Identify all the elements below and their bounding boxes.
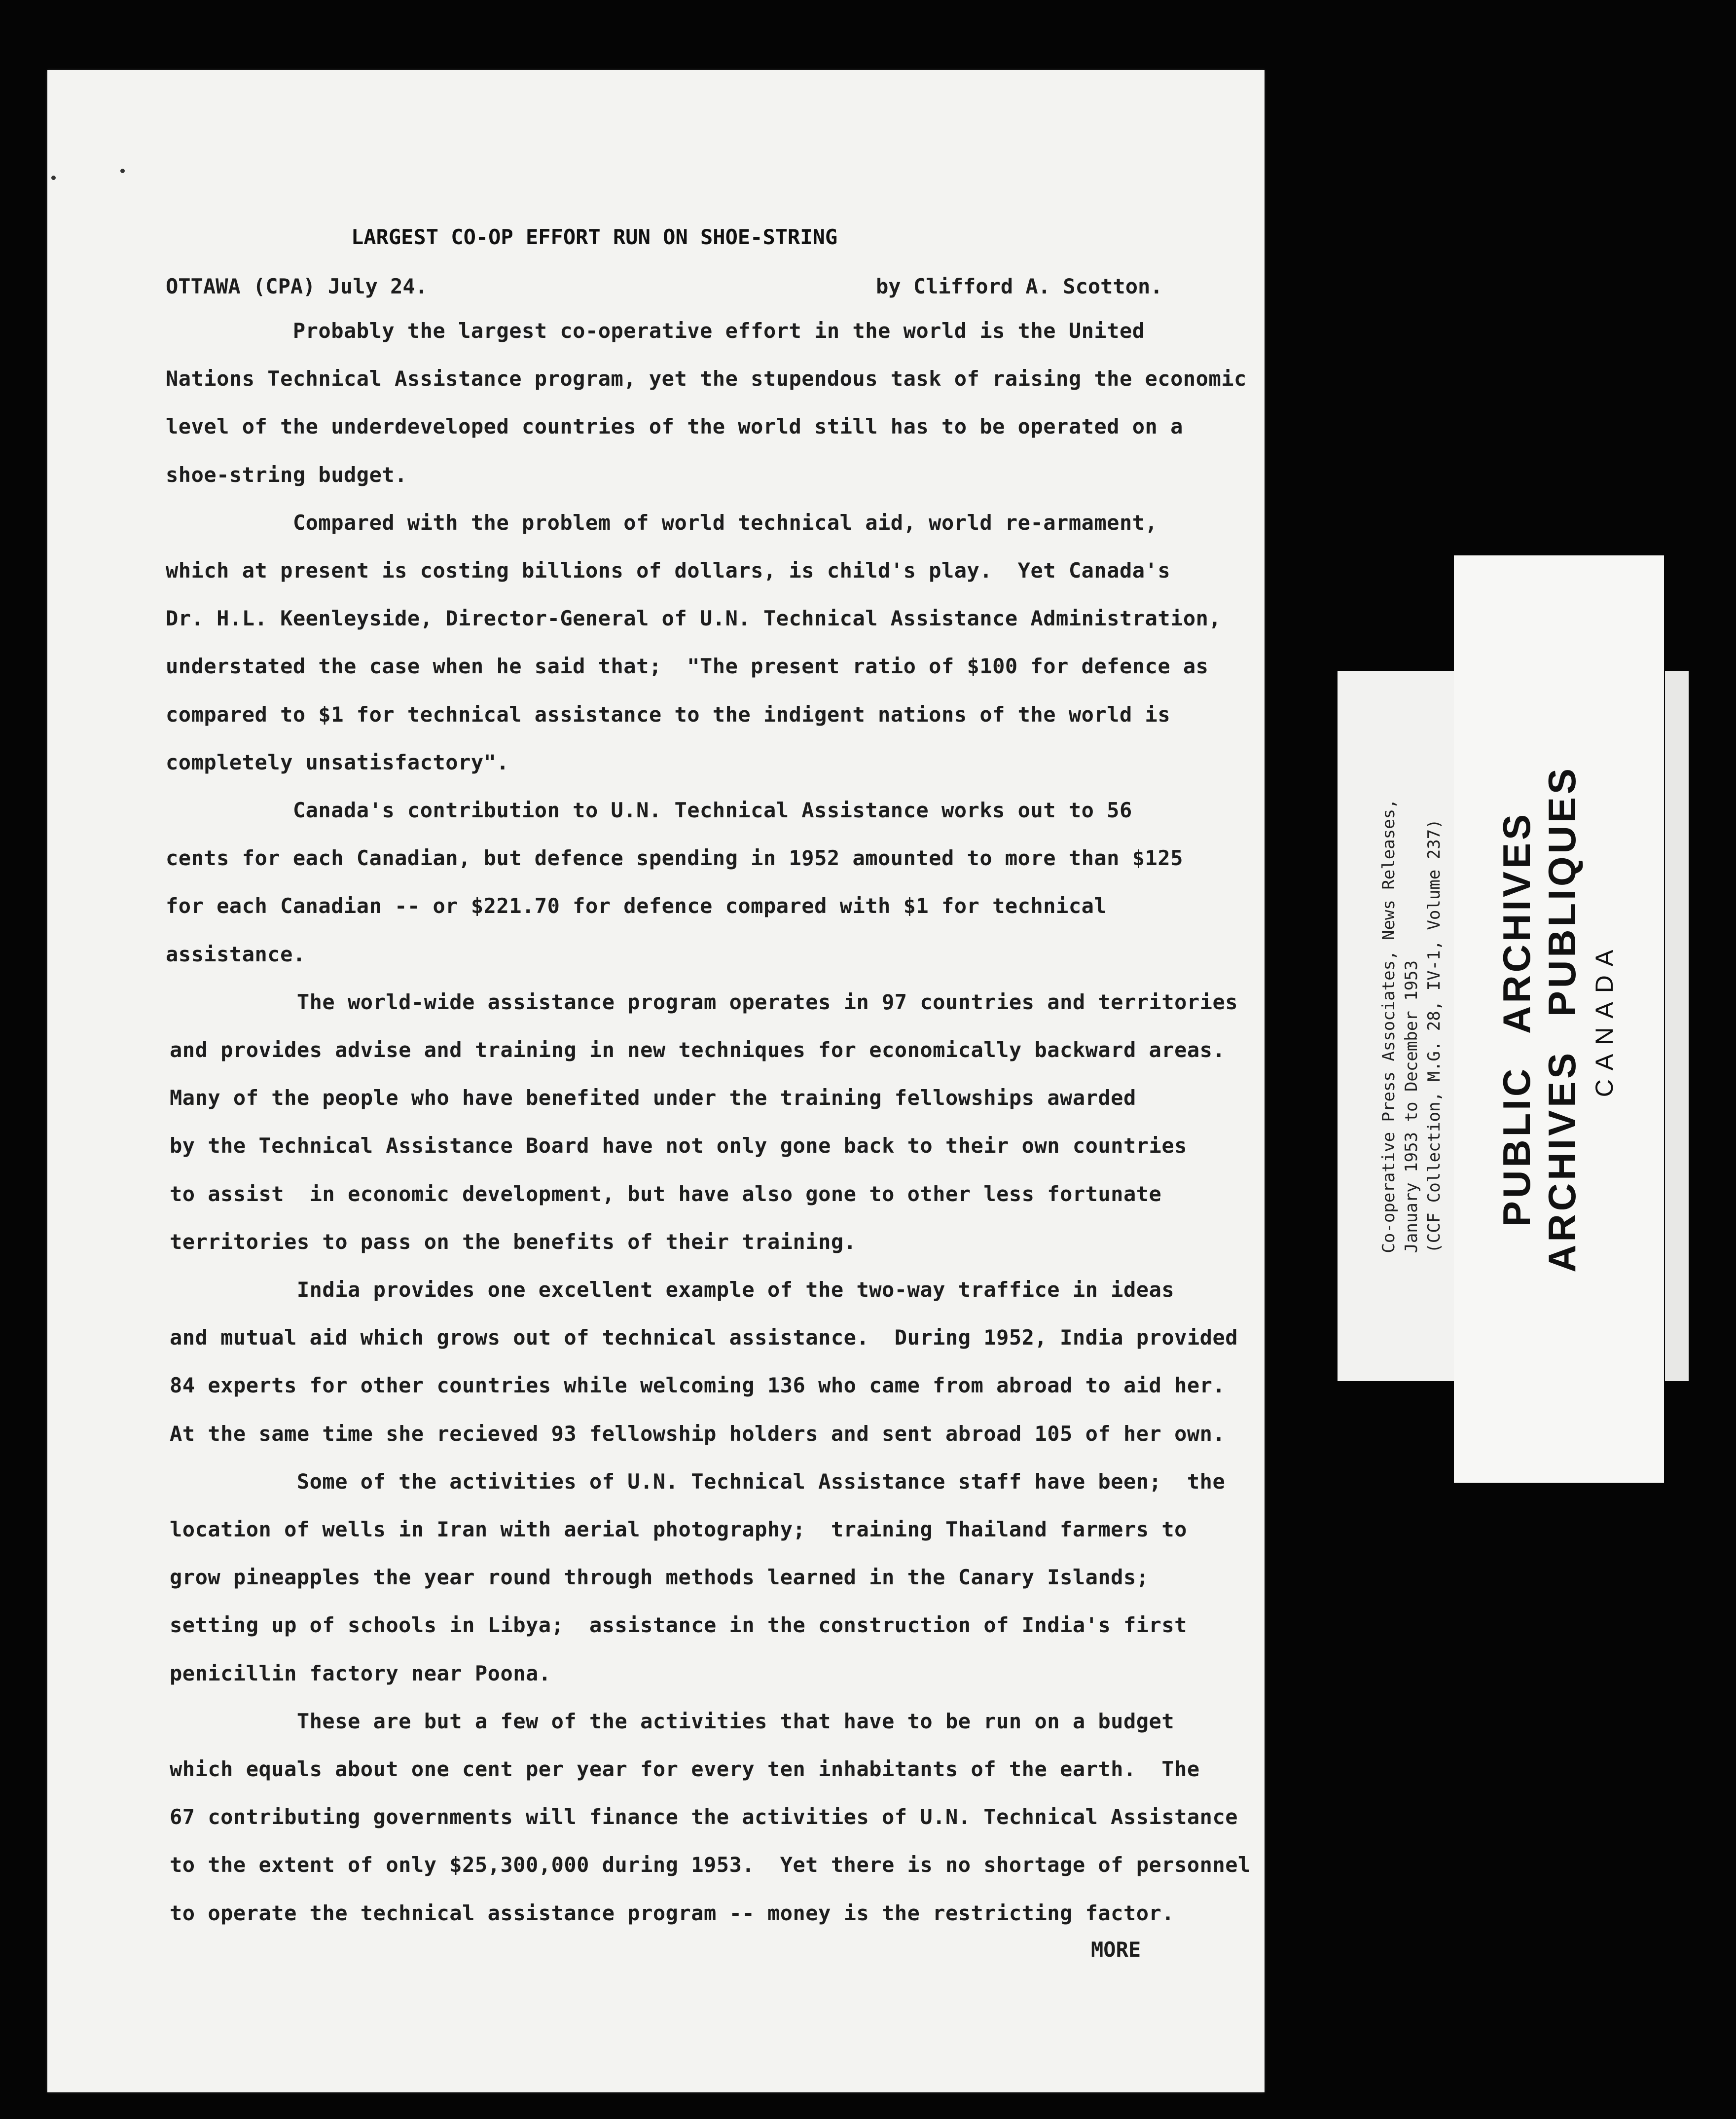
body-line: Some of the activities of U.N. Technical Assistance staff have been; the	[170, 1469, 1226, 1494]
body-line: to operate the technical assistance program -- money is the restricting factor.	[170, 1900, 1175, 1925]
body-line: grow pineapples the year round through methods learned in the Canary Islands;	[170, 1565, 1149, 1590]
body-line: assistance.	[166, 942, 306, 966]
typed-page	[47, 70, 1265, 2092]
body-line: for each Canadian -- or $221.70 for defence compared with $1 for technical	[166, 894, 1107, 918]
archives-stamp-slip	[1454, 555, 1664, 1483]
body-line: Probably the largest co-operative effort in the world is the United	[166, 319, 1145, 343]
speck	[120, 169, 125, 173]
body-line: Many of the people who have benefited under the training fellowships awarded	[170, 1086, 1136, 1110]
body-line: to assist in economic development, but have also gone to other less fortunate	[170, 1181, 1162, 1206]
collection-label-line: Co-operative Press Associates, News Releases,	[1379, 799, 1399, 1253]
body-line: compared to $1 for technical assistance to the indigent nations of the world is	[166, 702, 1171, 727]
body-line: 67 contributing governments will finance the activities of U.N. Technical Assistance	[170, 1805, 1238, 1829]
dateline: OTTAWA (CPA) July 24.	[166, 274, 428, 298]
more-marker: MORE	[1091, 1937, 1141, 1962]
body-line: which at present is costing billions of dollars, is child's play. Yet Canada's	[166, 558, 1171, 583]
collection-label-line: January 1953 to December 1953	[1402, 960, 1421, 1253]
collection-label-line: (CCF Collection, M.G. 28, IV-1, Volume 237)	[1424, 819, 1444, 1253]
body-line: location of wells in Iran with aerial photography; training Thailand farmers to	[170, 1517, 1187, 1541]
body-line: territories to pass on the benefits of their training.	[170, 1229, 857, 1254]
stamp-line: PUBLIC ARCHIVES	[1495, 811, 1538, 1227]
speck	[51, 176, 56, 180]
body-line: understated the case when he said that; "The present ratio of $100 for defence as	[166, 654, 1209, 679]
body-line: setting up of schools in Libya; assistance in the construction of India's first	[170, 1613, 1187, 1638]
body-line: and provides advise and training in new techniques for economically backward areas.	[170, 1038, 1226, 1062]
body-line: The world-wide assistance program operates in 97 countries and territories	[170, 989, 1238, 1014]
collection-label	[1377, 799, 1446, 1253]
stamp-line: CANADA	[1591, 941, 1618, 1097]
body-line: by the Technical Assistance Board have not only gone back to their own countries	[170, 1133, 1187, 1158]
body-line: Compared with the problem of world technical aid, world re-armament,	[166, 510, 1158, 535]
page-headline: LARGEST CO-OP EFFORT RUN ON SHOE-STRING	[351, 225, 838, 249]
body-line: 84 experts for other countries while welcoming 136 who came from abroad to aid her.	[170, 1373, 1226, 1398]
body-line: shoe-string budget.	[166, 462, 407, 487]
body-line: and mutual aid which grows out of technical assistance. During 1952, India provided	[170, 1325, 1238, 1350]
body-line: Nations Technical Assistance program, yet the stupendous task of raising the economic	[166, 366, 1247, 391]
body-line: penicillin factory near Poona.	[170, 1661, 551, 1685]
byline: by Clifford A. Scotton.	[876, 274, 1163, 298]
body-line: Dr. H.L. Keenleyside, Director-General of U.N. Technical Assistance Administration,	[166, 606, 1222, 631]
body-line: to the extent of only $25,300,000 during 1953. Yet there is no shortage of personnel	[170, 1853, 1251, 1877]
archive-slip-edge	[1665, 671, 1689, 1381]
body-line: These are but a few of the activities that have to be run on a budget	[170, 1709, 1175, 1733]
stamp-line: ARCHIVES PUBLIQUES	[1540, 766, 1584, 1273]
body-line: completely unsatisfactory".	[166, 750, 509, 774]
body-line: At the same time she recieved 93 fellowship holders and sent abroad 105 of her own.	[170, 1421, 1226, 1446]
body-line: cents for each Canadian, but defence spending in 1952 amounted to more than $125	[166, 846, 1183, 871]
body-line: which equals about one cent per year for every ten inhabitants of the earth. The	[170, 1757, 1200, 1781]
body-line: level of the underdeveloped countries of the world still has to be operated on a	[166, 414, 1183, 439]
archives-stamp	[1494, 766, 1624, 1273]
body-line: Canada's contribution to U.N. Technical Assistance works out to 56	[166, 798, 1132, 822]
body-line: India provides one excellent example of the two-way traffice in ideas	[170, 1278, 1175, 1302]
